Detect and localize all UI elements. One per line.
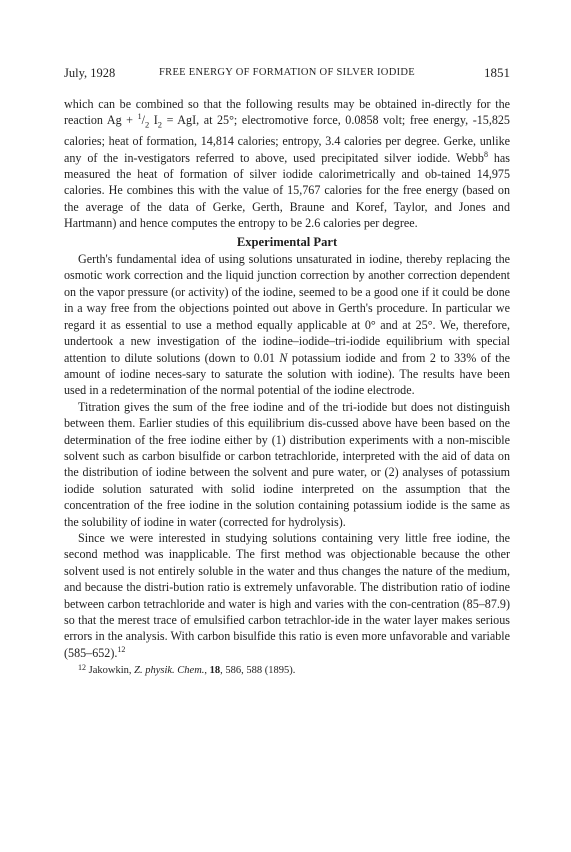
fraction-denominator: 2 bbox=[144, 119, 150, 130]
text-run: which can be combined so that the following results may be obtained in-directly for the reaction Ag + bbox=[64, 97, 510, 128]
normality-symbol: N bbox=[279, 350, 288, 365]
issue-date: July, 1928 bbox=[64, 66, 116, 80]
negative-sign: - bbox=[472, 113, 477, 128]
text-run: 15,825 calories; heat of formation, 14,814 calories; entropy, 3.4 calories per degree. Gerke, unlike any of the in-vestigators referred to above, used precipitated silver iodide. Webb bbox=[64, 113, 510, 165]
footnote-number: 12 bbox=[78, 663, 86, 673]
paragraph-gerth bbox=[64, 251, 510, 399]
running-title: FREE ENERGY OF FORMATION OF SILVER IODIDE bbox=[159, 67, 415, 78]
text-run: Gerth's fundamental idea of using solutions unsaturated in iodine, thereby replacing the osmotic work correction and the liquid junction correction by another correction dependent on the vapor pressure (or activity) of the iodine, seemed to be a good one if it could be done in a way free from the objections pointed out above in Gerth's procedure. In particular we regard it as essential to use a method equally applicable at 0° and at 25°. We, therefore, undertook a new investigation of the iodine–iodide–tri-iodide equilibrium with special attention to dilute solutions (down to 0.01 bbox=[64, 252, 510, 365]
footnote: $^{12}$ Jakowkin, Z. physik. Chem., 18, 586, 588 (1895). bbox=[78, 663, 296, 677]
paragraph-methods bbox=[64, 530, 510, 661]
footnote-journal: Z. physik. Chem. bbox=[134, 665, 205, 677]
text-run: = AgI, at 25°; electromotive force, 0.0858 volt; free energy, bbox=[162, 113, 473, 128]
text-run: has measured the heat of formation of silver iodide calorimetrically and ob-tained 14,975 calories. He combines this with the value of 15,767 calories for the free energy (based on the average of the data of Gerke, Gerth, Braune and Koref, Taylor, and Jones and Hartmann) and hence computes the entropy to be 2.6 calories per degree. bbox=[64, 150, 510, 231]
footnote-author: Jakowkin, bbox=[86, 665, 135, 677]
footnote-volume: 18 bbox=[209, 665, 221, 677]
fraction-numerator: 1 bbox=[137, 112, 142, 122]
iodine-subscript: 2 bbox=[157, 119, 163, 130]
footnote-ref: 12 bbox=[117, 644, 126, 654]
page-number: 1851 bbox=[484, 65, 510, 80]
paragraph-results bbox=[64, 96, 510, 232]
footnote-ref: 8 bbox=[483, 149, 488, 159]
article-body bbox=[64, 96, 510, 678]
running-header bbox=[64, 64, 510, 82]
paragraph-titration: Titration gives the sum of the free iodine and of the tri-iodide but does not distinguish between them. Earlier studies of this equilibrium dis-cussed above have been based on the determination of the free iodine either by (1) distribution experiments with a non-miscible solvent such as carbon bisulfide or carbon tetrachloride, interpreted with the aid of data on the distribution of iodine between the solvent and pure water, or (2) analyses of potassium iodide solution saturated with solid iodine interpreted on the assumption that the concentration of the free iodine in the solution containing potassium iodide is the same as the solubility of iodine in water (corrected for hydrolysis). bbox=[64, 399, 510, 529]
text-run: Since we were interested in studying solutions containing very little free iodine, the second method was inapplicable. The first method was objectionable because the other solvent used is not entirely soluble in the water and thus changes the nature of the medium, and because the distri-bution ratio is extremely unfavorable. The distribution ratio of iodine between carbon tetrachloride and water is high and varies with the con-centration (85–87.9) so that the merest trace of emulsified carbon tetrachlor-ide in the water layer makes serious errors in the analysis. With carbon bisulfide this ratio is even more unfavorable and variable (585–652). bbox=[64, 530, 510, 660]
fraction-slash: / bbox=[141, 113, 145, 128]
iodine-symbol: I bbox=[149, 113, 158, 128]
footnote-pages: , 586, 588 (1895). bbox=[220, 665, 296, 677]
text-run: potassium iodide and from 2 to 33% of the amount of iodine neces-sary to saturate the solution with iodine). The results have been used in a redetermination of the normal potential of the iodine electrode. bbox=[64, 350, 510, 398]
section-heading: Experimental Part bbox=[236, 234, 338, 249]
